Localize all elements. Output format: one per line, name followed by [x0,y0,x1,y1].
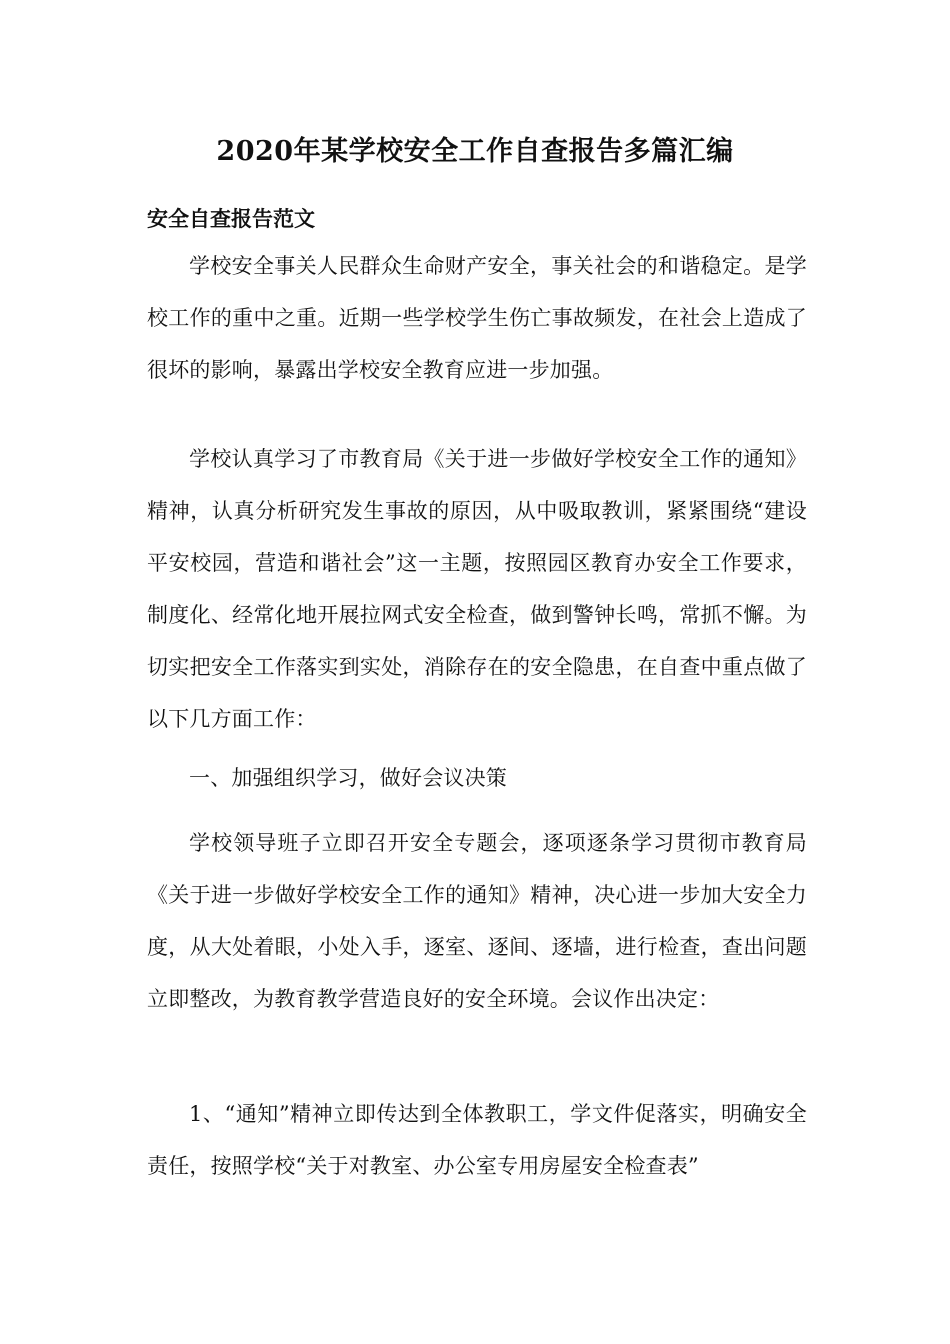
paragraph-leadership-meeting: 学校领导班子立即召开安全专题会，逐项逐条学习贯彻市教育局《关于进一步做好学校安全工作的通知》精神，决心进一步加大安全力度，从大处着眼，小处入手，逐室、逐间、逐墙，进行检查，查出问题立即整改，为教育教学营造良好的安全环境。会议作出决定： [147,831,807,1011]
paragraph-heading-one: 一、加强组织学习，做好会议决策 [189,766,507,790]
document-title: 2020年某学校安全工作自查报告多篇汇编 [216,136,734,167]
section-heading: 安全自查报告范文 [147,206,315,231]
paragraph-item-one: 1、“通知”精神立即传达到全体教职工，学文件促落实，明确安全责任，按照学校“关于对教室、办公室专用房屋安全检查表” [147,1102,807,1178]
paragraph-study-notice: 学校认真学习了市教育局《关于进一步做好学校安全工作的通知》精神，认真分析研究发生事故的原因，从中吸取教训，紧紧围绕“建设平安校园，营造和谐社会”这一主题，按照园区教育办安全工作要求，制度化、经常化地开展拉网式安全检查，做到警钟长鸣，常抓不懈。为切实把安全工作落实到实处，消除存在的安全隐患，在自查中重点做了以下几方面工作： [147,447,807,731]
paragraph-intro: 学校安全事关人民群众生命财产安全，事关社会的和谐稳定。是学校工作的重中之重。近期一些学校学生伤亡事故频发，在社会上造成了很坏的影响，暴露出学校安全教育应进一步加强。 [147,254,807,382]
